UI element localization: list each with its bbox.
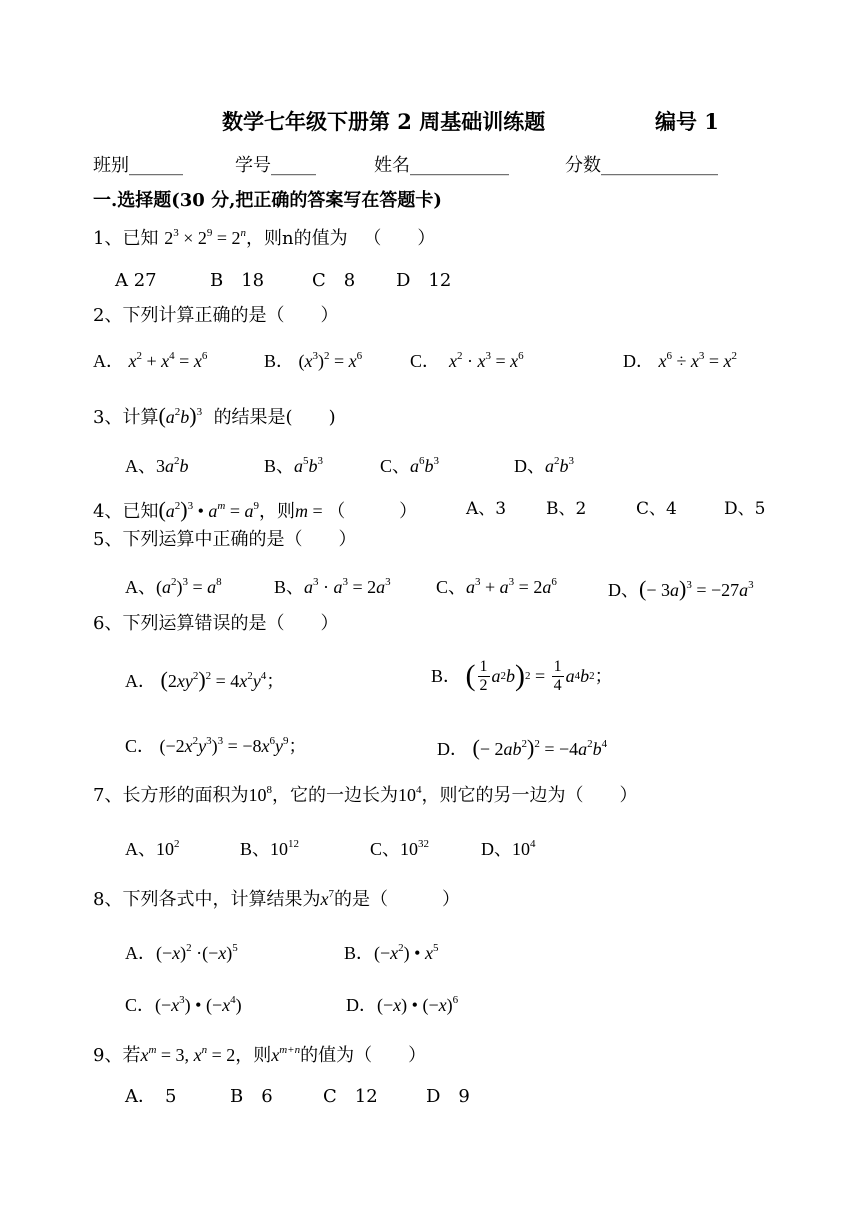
choice-b: B 6	[230, 1086, 273, 1107]
choice-b: B、$a^5b^3$	[264, 455, 324, 476]
question-text: 已知	[122, 228, 159, 249]
math-expression: $(a^2)^3$ • $a^m = a^9$	[158, 497, 260, 522]
question-2	[93, 307, 338, 325]
question-number: 4、	[93, 501, 123, 522]
choice-c: C、$a^6b^3$	[380, 455, 440, 476]
choice-a: A、$(a^2)^3 = a^8$	[125, 576, 222, 597]
student-id-field: 学号_____	[235, 155, 316, 176]
choice-d: D 9	[426, 1086, 470, 1107]
choice-c: C． $(-2x^2y^3)^3 = -8x^6y^9$；	[125, 735, 307, 756]
question-9: 9、若$x^m = 3$, $x^n = 2$，则$x^{m+n}$的值为（ ）	[93, 1044, 427, 1066]
question-text: 下列运算中正确的是（ ）	[122, 529, 357, 550]
question-text: 下列运算错误的是（ ）	[122, 613, 339, 634]
choice-a: A 27	[115, 270, 157, 291]
question-text: 已知	[122, 501, 159, 522]
choice-a: A． 5	[125, 1086, 177, 1107]
question-6	[93, 615, 338, 633]
choice-c: C、$10^{32}$	[370, 838, 430, 859]
choice-b: B． $(x^3)^2 = x^6$	[264, 350, 363, 371]
question-number: 7、	[93, 785, 123, 806]
choice-a: A、$10^2$	[125, 838, 180, 859]
question-5	[93, 531, 356, 549]
choice-d: D． $x^6 \div x^3 = x^2$	[623, 350, 738, 371]
choice-b: B、2	[546, 499, 587, 519]
choice-a: A、3	[466, 499, 507, 519]
choice-c: C 12	[323, 1086, 378, 1107]
question-number: 6、	[93, 613, 123, 634]
question-text: 的值为（ ）	[300, 1045, 427, 1066]
question-text: 计算	[122, 407, 159, 428]
question-text: ，则	[259, 501, 296, 522]
question-text: ，则它的另一边为（ ）	[421, 785, 638, 806]
choice-d: D． (− $2ab^2)^2 = -4a^2b^4$	[437, 735, 608, 760]
choice-a: A． $(2xy^2)^2 = 4x^2y^4$；	[125, 667, 285, 692]
choice-c: C、4	[636, 499, 677, 519]
choice-d: D、$10^4$	[481, 838, 536, 859]
question-text: ，则	[235, 1045, 272, 1066]
question-text: 若	[122, 1045, 141, 1066]
question-1	[93, 229, 435, 248]
question-3	[93, 405, 336, 427]
question-number: 3、	[93, 407, 123, 428]
choice-b: B．$(-x^2)$ • $x^5$	[344, 942, 439, 963]
choice-d: D 12	[396, 270, 452, 291]
question-text: 的结果是( )	[213, 407, 336, 428]
answer-blank: （ ）	[327, 501, 418, 522]
math-expression: $(a^2b)^3$	[158, 403, 203, 428]
section-heading: 一.选择题(30 分,把正确的答案写在答题卡)	[93, 190, 442, 211]
document-code: 编号 1	[655, 109, 719, 134]
choice-a: A、$3a^2b$	[125, 455, 189, 476]
score-field: 分数_____________	[565, 155, 718, 176]
question-number: 8、	[93, 889, 123, 910]
choice-c: C．$(-x^3)$ • $(-x^4)$	[125, 994, 242, 1015]
choice-c: C、$a^3 + a^3 = 2a^6$	[436, 576, 557, 597]
page-title: 数学七年级下册第 2 周基础训练题	[222, 109, 546, 134]
question-text: ，则n的值为	[246, 228, 348, 249]
question-text: ，它的一边长为	[271, 785, 398, 806]
math-expression: $2^3 \times 2^9 = 2^n$	[164, 227, 246, 248]
question-text: 的是（ ）	[333, 889, 460, 910]
question-8: 8、下列各式中，计算结果为$x^7$的是（ ）	[93, 888, 460, 910]
choice-a: A． $x^2 + x^4 = x^6$	[93, 350, 208, 371]
choice-b: B． ( $\frac{1}{2}$ a 2 b ) 2 = $\frac{1}{4}$ a 4 b 2 ；	[431, 657, 613, 694]
choice-d: D、5	[724, 499, 766, 519]
choice-b: B 18	[210, 270, 265, 291]
choice-a: A．$(-x)^2 \cdot(-x)^5$	[125, 942, 238, 963]
choice-d: D．(−x) • $(-x)^6$	[346, 994, 459, 1015]
choice-d: D、(− $3a)^3 = -27a^3$	[608, 576, 754, 601]
question-number: 5、	[93, 529, 123, 550]
choice-c: C． $x^2 \cdot x^3 = x^6$	[410, 350, 524, 371]
question-text: 下列各式中，计算结果为	[122, 889, 321, 910]
name-field: 姓名___________	[374, 155, 509, 176]
choice-d: D、$a^2b^3$	[514, 455, 574, 476]
question-number: 2、	[93, 305, 123, 326]
question-4: 4、已知$(a^2)^3$ • $a^m = a^9$，则m = （ ）	[93, 497, 418, 522]
question-number: 1、	[93, 228, 123, 249]
question-text: 下列计算正确的是（ ）	[122, 305, 339, 326]
question-text: 长方形的面积为	[122, 785, 249, 806]
question-7: 7、长方形的面积为$10^8$，它的一边长为$10^4$，则它的另一边为（ ）	[93, 784, 638, 806]
class-field: 班别______	[93, 155, 183, 176]
choice-b: B、$a^3 \cdot a^3 = 2a^3$	[274, 576, 391, 597]
choice-b: B、$10^{12}$	[240, 838, 300, 859]
answer-blank: （ ）	[363, 228, 436, 249]
choice-c: C 8	[312, 270, 356, 291]
question-number: 9、	[93, 1045, 123, 1066]
